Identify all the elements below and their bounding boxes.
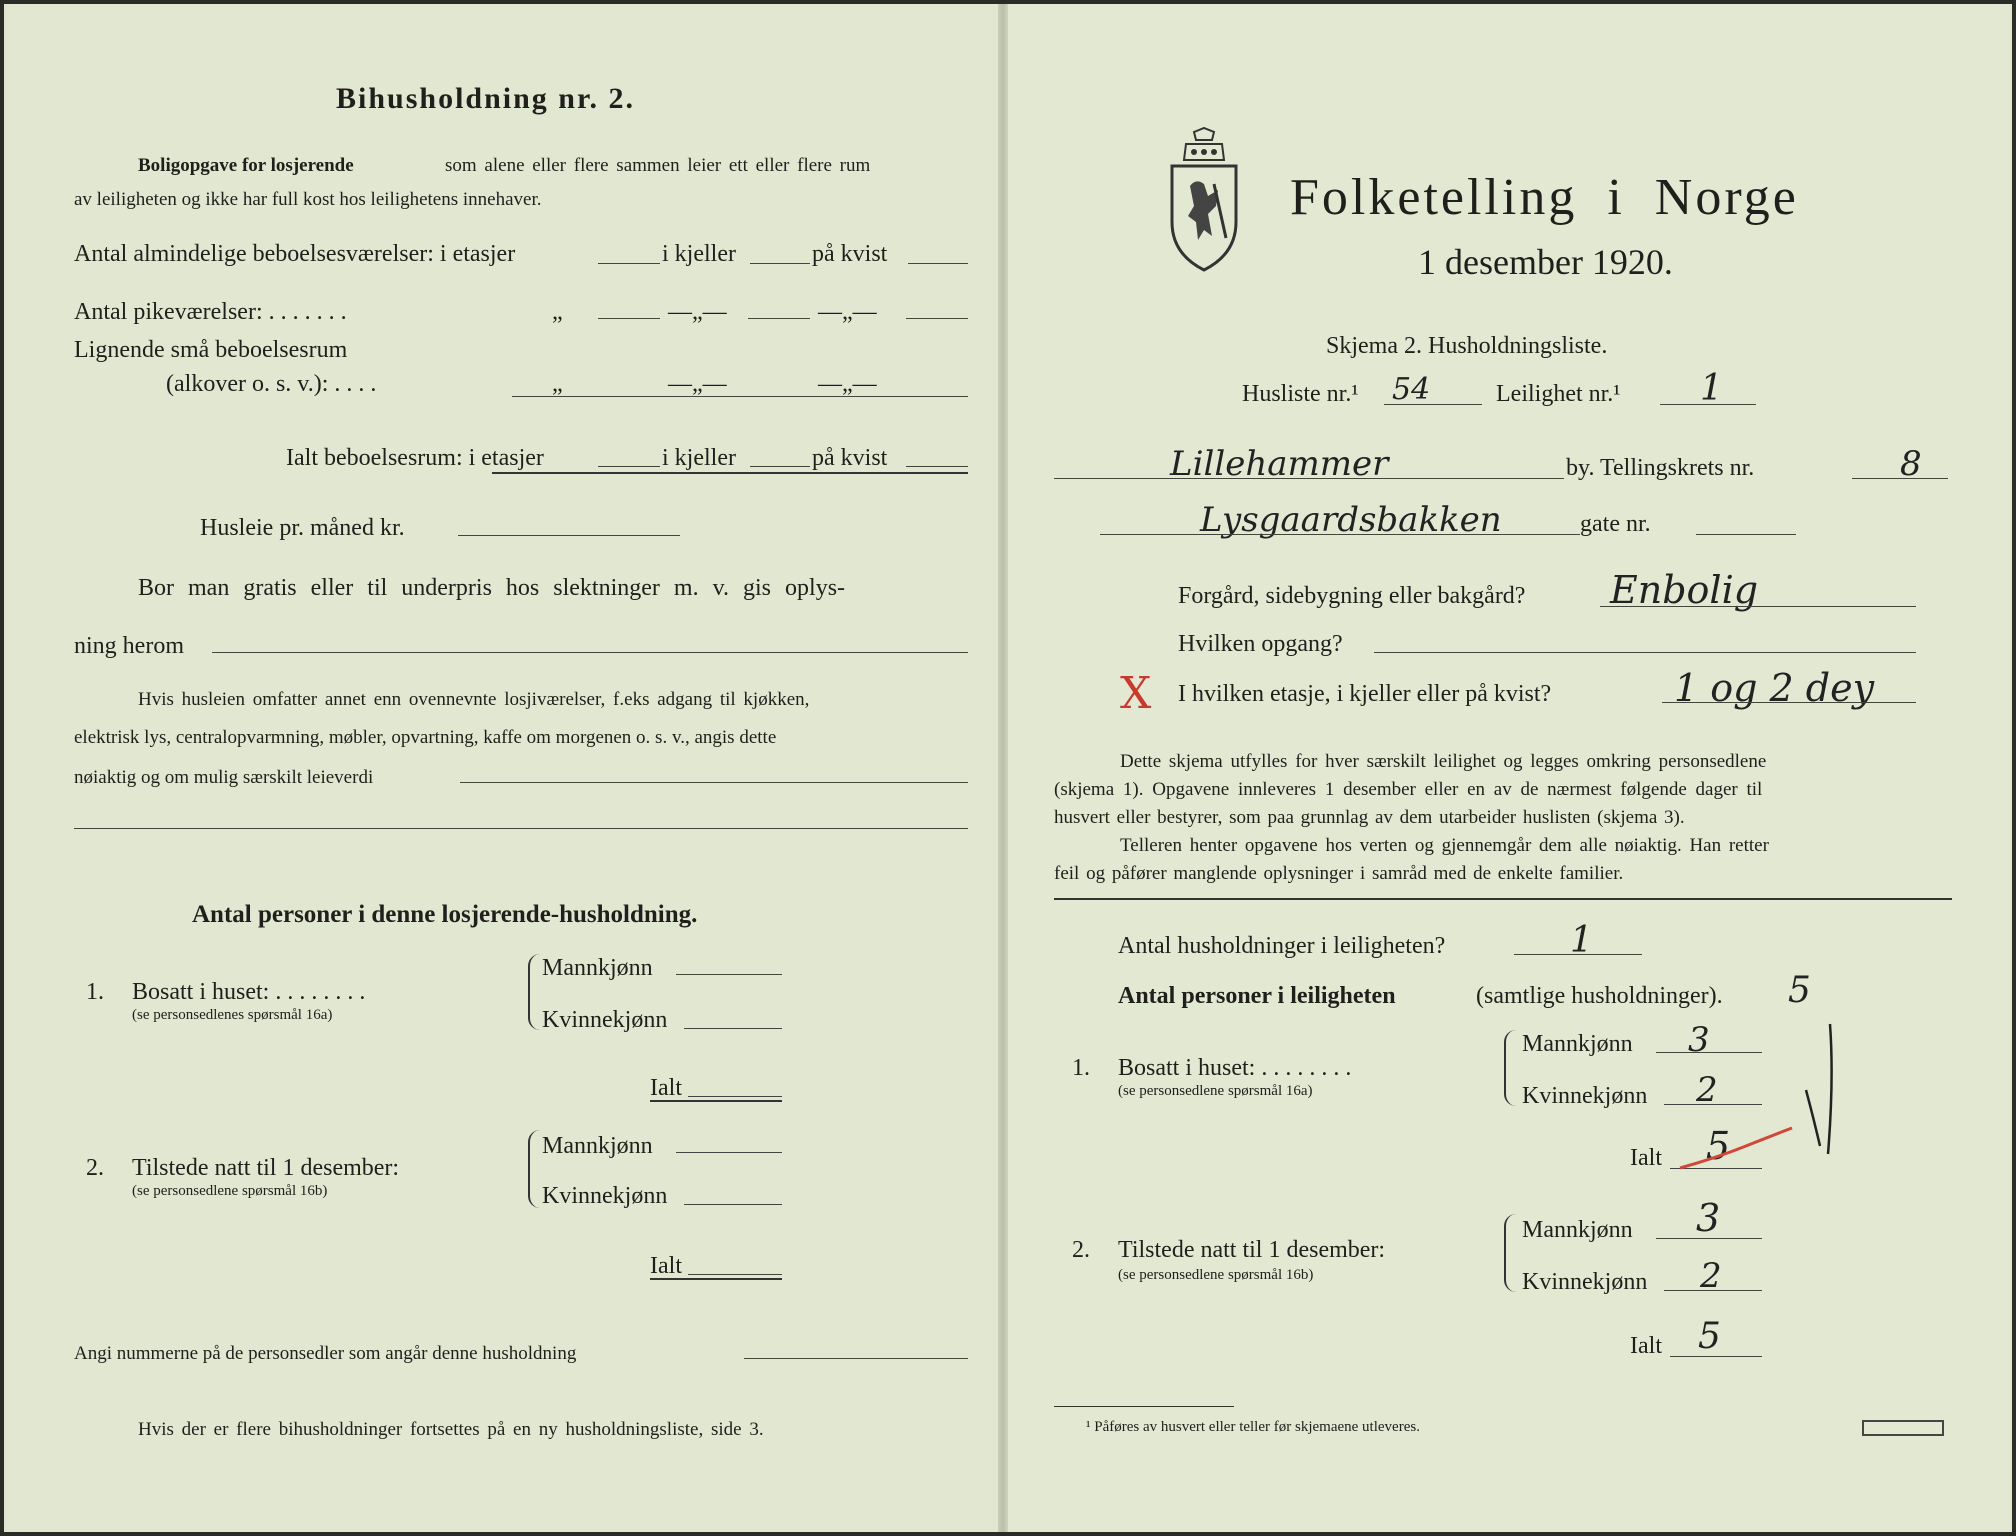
rooms-kjeller-line (750, 263, 810, 264)
instr-line-4: Telleren henter opgavene hos verten og gjennemgår dem alle nøiaktig. Han retter (1120, 835, 1769, 856)
total-kjeller-line (750, 466, 810, 467)
free-line (212, 652, 968, 653)
right-q2-sub: (se personsedlene spørsmål 16b) (1118, 1267, 1314, 1283)
instr-line-1: Dette skjema utfylles for hver særskilt leilighet og legges omkring personsedlene (1120, 751, 1767, 772)
pike-ditto-3: —„— (818, 299, 877, 325)
right-q2-label: Tilstede natt til 1 desember: (1118, 1237, 1386, 1263)
left-title: Bihusholdning nr. 2. (336, 82, 636, 115)
schema-label: Skjema 2. Husholdningsliste. (1326, 333, 1608, 359)
numbers-line (744, 1358, 968, 1359)
gate-label: gate nr. (1580, 511, 1651, 537)
left-q1-total: Ialt (650, 1075, 682, 1101)
left-q2-brace (528, 1130, 540, 1208)
left-q1-male-line (676, 974, 782, 975)
leilighet-line (1660, 404, 1756, 405)
left-q2-male: Mannkjønn (542, 1133, 653, 1159)
households-label: Antal husholdninger i leiligheten? (1118, 933, 1446, 959)
pike-line-1 (598, 318, 660, 319)
left-q2-sub: (se personsedlene spørsmål 16b) (132, 1183, 328, 1199)
left-q1-male: Mannkjønn (542, 955, 653, 981)
left-q2-total-line (688, 1274, 782, 1275)
total-kvist-line (906, 466, 968, 467)
left-q1-num: 1. (86, 979, 104, 1005)
right-q2-female-value: 2 (1700, 1256, 1722, 1296)
intro-bold: Boligopgave for losjerende (138, 155, 354, 176)
footnote: ¹ Påføres av husvert eller teller før skjemaene utleveres. (1086, 1419, 1420, 1435)
numbers-label: Angi nummerne på de personsedler som angår denne husholdning (74, 1343, 577, 1364)
left-q2-total: Ialt (650, 1253, 682, 1279)
opgang-label: Hvilken opgang? (1178, 631, 1343, 657)
krets-line (1852, 478, 1948, 479)
right-q1-label: Bosatt i huset: . . . . . . . . (1118, 1055, 1352, 1081)
extra-line (460, 782, 968, 783)
left-q2-num: 2. (86, 1155, 104, 1181)
instr-line-2: (skjema 1). Opgavene innleveres 1 desember eller en av de nærmest følgende dager til (1054, 779, 1763, 800)
pike-ditto: „ (552, 299, 563, 325)
pike-label: Antal pikeværelser: . . . . . . . (74, 299, 347, 325)
rooms-kvist-line (908, 263, 968, 264)
extra-line-2: elektrisk lys, centralopvarmning, møbler, opvartning, kaffe om morgenen o. s. v., angis dette (74, 727, 777, 748)
rooms-etasjer-line (598, 263, 660, 264)
right-q2-total: Ialt (1630, 1333, 1662, 1359)
etasje-label: I hvilken etasje, i kjeller eller på kvist? (1178, 681, 1552, 707)
opgang-line (1374, 652, 1916, 653)
persons-label-bold: Antal personer i leiligheten (1118, 983, 1396, 1009)
right-q1-male-value: 3 (1688, 1020, 1710, 1060)
husliste-line (1384, 404, 1482, 405)
rent-label: Husleie pr. måned kr. (200, 515, 405, 541)
total-rooms-rule (492, 472, 968, 474)
gate-line (1696, 534, 1796, 535)
right-title: Folketelling i Norge (1290, 169, 1799, 226)
left-q1-female-line (684, 1028, 782, 1029)
left-q1-brace (528, 954, 540, 1030)
intro-rest: som alene eller flere sammen leier ett eller flere rum (445, 155, 871, 176)
right-q1-total-value: 5 (1706, 1124, 1731, 1168)
street-value: Lysgaardsbakken (1200, 500, 1502, 540)
extra-line-1: Hvis husleien omfatter annet enn ovennevnte losjiværelser, f.eks adgang til kjøkken, (138, 689, 810, 710)
forgard-label: Forgård, sidebygning eller bakgård? (1178, 583, 1526, 609)
right-q1-brace (1504, 1030, 1516, 1106)
tally-check-icon (1800, 1020, 1840, 1160)
instr-line-3: husvert eller bestyrer, som paa grunnlag av dem utarbeider huslisten (skjema 3). (1054, 807, 1685, 828)
leilighet-label: Leilighet nr.¹ (1496, 381, 1621, 407)
instr-rule (1054, 898, 1952, 900)
right-q1-num: 1. (1072, 1055, 1090, 1081)
extra-line-blank (74, 828, 968, 829)
by-label: by. Tellingskrets nr. (1566, 455, 1755, 481)
total-kvist: på kvist (812, 445, 888, 471)
printer-stamp (1862, 1420, 1944, 1436)
town-line (1054, 478, 1564, 479)
small-ditto: „ (552, 371, 563, 397)
intro-line2: av leiligheten og ikke har full kost hos leilighetens innehaver. (74, 189, 542, 210)
etasje-value: 1 og 2 dey (1674, 666, 1875, 710)
small-rooms-line (512, 396, 968, 397)
free-line-2: ning herom (74, 633, 184, 659)
persons-label-rest: (samtlige husholdninger). (1476, 983, 1723, 1009)
right-q1-female-value: 2 (1696, 1070, 1718, 1110)
red-x-mark: X (1120, 668, 1152, 719)
rooms-label: Antal almindelige beboelsesværelser: i etasjer (74, 241, 516, 267)
forgard-value: Enbolig (1610, 568, 1759, 612)
left-q1-total-rule (650, 1100, 782, 1102)
etasje-line (1662, 702, 1916, 703)
rent-line (458, 535, 680, 536)
leilighet-value: 1 (1700, 368, 1723, 409)
right-date: 1 desember 1920. (1418, 242, 1673, 282)
street-line (1100, 534, 1580, 535)
left-q1-label: Bosatt i huset: . . . . . . . . (132, 979, 366, 1005)
right-q1-female-line (1664, 1104, 1762, 1105)
right-q2-male-value: 3 (1696, 1196, 1721, 1240)
right-q1-male-line (1656, 1052, 1762, 1053)
left-q1-female: Kvinnekjønn (542, 1007, 668, 1033)
total-kjeller: i kjeller (662, 445, 736, 471)
page-fold (998, 0, 1008, 1536)
left-q1-total-line (688, 1096, 782, 1097)
norwegian-coat-of-arms-icon (1166, 126, 1242, 274)
rooms-kjeller: i kjeller (662, 241, 736, 267)
right-q2-male-line (1656, 1238, 1762, 1239)
pike-ditto-2: —„— (668, 299, 727, 325)
right-q2-male: Mannkjønn (1522, 1217, 1633, 1243)
right-q2-total-value: 5 (1698, 1316, 1721, 1357)
small-rooms-2: (alkover o. s. v.): . . . . (166, 371, 377, 397)
pike-line-3 (906, 318, 968, 319)
left-q2-total-rule (650, 1278, 782, 1280)
left-persons-heading: Antal personer i denne losjerende-husholdning. (192, 901, 698, 928)
right-q2-num: 2. (1072, 1237, 1090, 1263)
right-q2-brace (1504, 1214, 1516, 1292)
households-value: 1 (1570, 920, 1593, 961)
pike-line-2 (748, 318, 810, 319)
red-check-stroke-icon (1676, 1124, 1796, 1174)
left-q1-sub: (se personsedlenes spørsmål 16a) (132, 1007, 333, 1023)
left-q2-female: Kvinnekjønn (542, 1183, 668, 1209)
footnote-rule (1054, 1406, 1234, 1407)
husliste-label: Husliste nr.¹ (1242, 381, 1359, 407)
town-value: Lillehammer (1170, 444, 1389, 484)
left-q2-female-line (684, 1204, 782, 1205)
free-line-1: Bor man gratis eller til underpris hos slektninger m. v. gis oplys- (138, 575, 846, 601)
right-q2-female: Kvinnekjønn (1522, 1269, 1648, 1295)
total-etasjer-line (598, 466, 660, 467)
husliste-value: 54 (1392, 372, 1431, 407)
rooms-kvist: på kvist (812, 241, 888, 267)
left-footer: Hvis der er flere bihusholdninger fortsettes på en ny husholdningsliste, side 3. (138, 1419, 764, 1440)
right-q1-female: Kvinnekjønn (1522, 1083, 1648, 1109)
right-q1-sub: (se personsedlene spørsmål 16a) (1118, 1083, 1313, 1099)
right-q1-male: Mannkjønn (1522, 1031, 1633, 1057)
extra-line-3: nøiaktig og om mulig særskilt leieverdi (74, 767, 374, 788)
right-q2-female-line (1664, 1290, 1762, 1291)
total-rooms-label: Ialt beboelsesrum: i etasjer (286, 445, 544, 471)
right-q2-total-line (1670, 1356, 1762, 1357)
households-line (1514, 954, 1642, 955)
krets-value: 8 (1900, 444, 1922, 484)
small-ditto-3: —„— (818, 371, 877, 397)
left-q2-male-line (676, 1152, 782, 1153)
right-q1-total: Ialt (1630, 1145, 1662, 1171)
small-rooms-1: Lignende små beboelsesrum (74, 337, 348, 363)
small-ditto-2: —„— (668, 371, 727, 397)
forgard-line (1600, 606, 1916, 607)
persons-value: 5 (1788, 970, 1811, 1011)
instr-line-5: feil og påfører manglende oplysninger i samråd med de enkelte familier. (1054, 863, 1624, 884)
left-q2-label: Tilstede natt til 1 desember: (132, 1155, 400, 1181)
